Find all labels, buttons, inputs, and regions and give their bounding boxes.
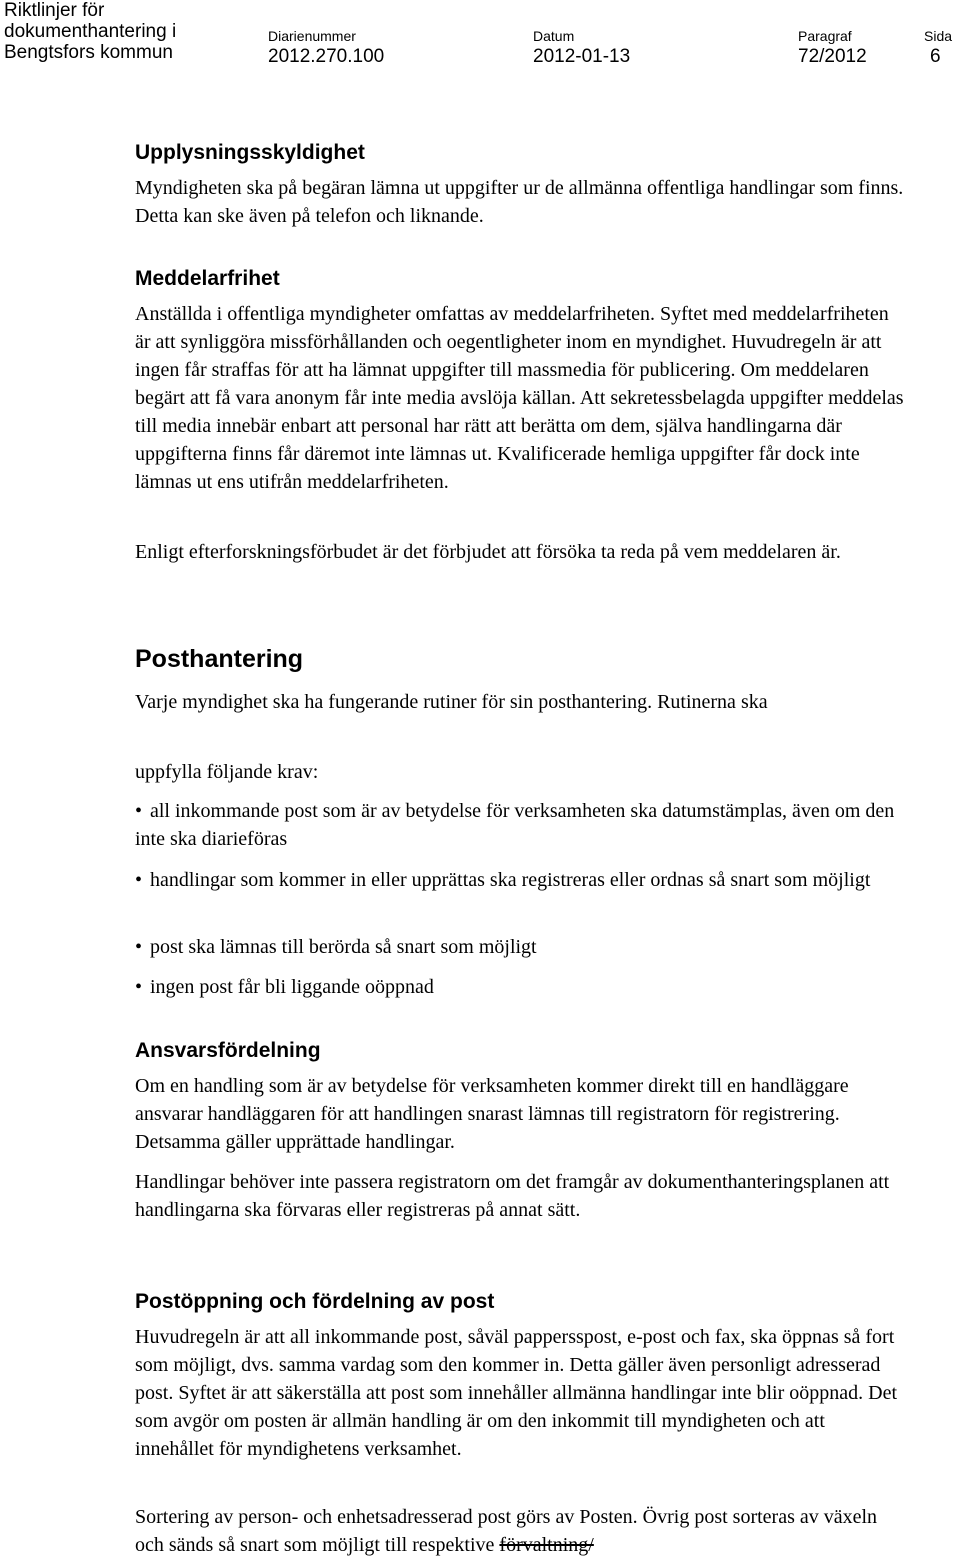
paragraph-posthantering-1: Varje myndighet ska ha fungerande rutiner för sin posthantering. Rutinerna ska	[135, 691, 768, 713]
paragraph-posthantering-2: uppfylla följande krav:	[135, 761, 319, 783]
sida-label: Sida	[924, 28, 953, 44]
document-title	[4, 0, 176, 63]
paragraph-ansvarsfordelning-1: Om en handling som är av betydelse för verksamheten kommer direkt till en handläggare ansvarar handläggaren för att handlingen snarast lämnas till registratorn för registrering. Detsamma gäller upprättade handlingar.	[135, 1075, 849, 1153]
bullet-icon: •	[135, 936, 143, 958]
bullet-icon: •	[135, 869, 143, 891]
paragraf-label: Paragraf	[798, 28, 852, 44]
heading-postoppning: Postöppning och fördelning av post	[135, 1290, 495, 1313]
paragraph-meddelarfrihet-1: Anställda i offentliga myndigheter omfattas av meddelarfriheten. Syftet med meddelarfriheten är att synliggöra missförhållanden och oegentligheter inom en myndighet. Huvudregeln är att ingen får straffas för att ha lämnat uppgifter till massmedia för publicering. Om meddelaren begärt att få vara anonym får inte media avslöja källan. Att sekretessbelagda uppgifter meddelas till media innebär enbart att personal har rätt att berätta om dem, själva handlingarna där uppgifterna finns får däremot inte lämnas ut. Kvalificerade hemliga uppgifter får dock inte lämnas ut ens utifrån meddelarfriheten.	[135, 303, 904, 493]
struck-text: förvaltning/	[499, 1534, 594, 1556]
heading-ansvarsfordelning: Ansvarsfördelning	[135, 1039, 321, 1062]
heading-posthantering: Posthantering	[135, 645, 304, 673]
paragraph-ansvarsfordelning-2: Handlingar behöver inte passera registratorn om det framgår av dokumenthanteringsplanen att handlingarna ska förvaras eller registreras på annat sätt.	[135, 1171, 890, 1221]
sida-value: 6	[930, 46, 941, 67]
paragraf-value: 72/2012	[798, 46, 867, 67]
bullet-icon: •	[135, 976, 143, 998]
paragraph-postoppning-1: Huvudregeln är att all inkommande post, såväl pappersspost, e-post och fax, ska öppnas så fort som möjligt, dvs. samma vardag som den kommer in. Detta gäller även personligt adresserad post. Syftet är att säkerställa att post som innehåller allmänna handlingar inte blir oöppnad. Det som avgör om posten är allmän handling är om den inkommit till myndigheten och att innehållet för myndighetens verksamhet.	[135, 1326, 898, 1460]
list-item: • handlingar som kommer in eller upprättas ska registreras eller ordnas så snart som möjligt	[135, 866, 905, 894]
paragraph-upplysningsskyldighet: Myndigheten ska på begäran lämna ut uppgifter ur de allmänna offentliga handlingar som finns. Detta kan ske även på telefon och liknande.	[135, 177, 904, 227]
paragraph-postoppning-2	[135, 1503, 905, 1559]
datum-label: Datum	[533, 28, 575, 44]
list-item: • ingen post får bli liggande oöppnad	[135, 973, 905, 1001]
bullet-icon: •	[135, 800, 143, 822]
heading-upplysningsskyldighet: Upplysningsskyldighet	[135, 141, 365, 164]
heading-meddelarfrihet: Meddelarfrihet	[135, 267, 280, 290]
document-title-line: Bengtsfors kommun	[4, 42, 173, 63]
datum-value: 2012-01-13	[533, 46, 631, 67]
diarienummer-label: Diarienummer	[268, 28, 356, 44]
list-item: • all inkommande post som är av betydelse för verksamheten ska datumstämplas, även om den inte ska diarieföras	[135, 797, 905, 853]
paragraph-text: Sortering av person- och enhetsadresserad post görs av Posten. Övrig post sorteras av växeln och sänds så snart som möjligt till respektive	[135, 1506, 878, 1556]
document-title-line: dokumenthantering i	[4, 21, 177, 42]
document-title-line: Riktlinjer för	[4, 0, 105, 21]
list-item: • post ska lämnas till berörda så snart som möjligt	[135, 933, 905, 961]
paragraph-meddelarfrihet-2: Enligt efterforskningsförbudet är det förbjudet att försöka ta reda på vem meddelaren är.	[135, 541, 841, 563]
diarienummer-value: 2012.270.100	[268, 46, 385, 67]
